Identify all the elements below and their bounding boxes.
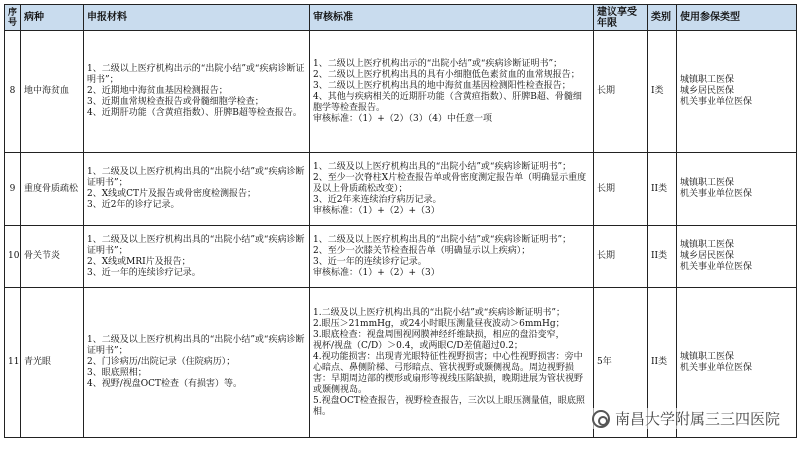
cell-category: II类 [648, 288, 677, 438]
cell-criteria [310, 226, 594, 288]
cell-materials [84, 288, 310, 438]
cell-criteria-line: 2、至少一次膝关节检查报告单（明确显示以上疾病）； [313, 245, 531, 256]
cell-criteria-line: 5.视盘OCT检查报告，视野检查报告，三次以上眼压测量值，眼底照相。 [313, 395, 585, 417]
wechat-icon [592, 410, 610, 428]
table-row [5, 226, 797, 288]
cell-materials-line: 3、近一年的连续诊疗记录。 [87, 267, 201, 278]
cell-criteria-line: 2、至少一次脊柱X片检查报告单或骨密度测定报告单（明确显示重度及以上骨质疏松改变）； [313, 172, 587, 194]
cell-criteria [310, 288, 594, 438]
cell-materials-line: 2、近期地中海贫血基因检测报告； [87, 86, 228, 96]
cell-criteria-line: 审核标准：（1）+（2）+（3） [313, 205, 440, 216]
cell-insurance-line: 城乡居民医保 [680, 251, 735, 261]
header-row [5, 5, 797, 31]
cell-criteria-line: 4、其他与疾病相关的近期肝功能（含黄疸指数）、肝脾B超、骨髓细胞学等检查报告。 [313, 91, 582, 113]
header-no: 序号 [5, 5, 21, 31]
cell-insurance-line: 机关事业单位医保 [680, 97, 753, 107]
cell-criteria-line: 3、近一年的连续诊疗记录。 [313, 256, 427, 267]
cell-materials-line: 3、近2年的诊疗记录。 [87, 200, 180, 210]
cell-insurance-line: 城乡居民医保 [680, 86, 735, 96]
cell-period: 长期 [594, 226, 648, 288]
cell-criteria [310, 31, 594, 153]
cell-criteria-line: 4.视功能损害：出现青光眼特征性视野损害；中心性视野损害：旁中心暗点、鼻侧阶梯、弓形暗点、管状视野或颞侧视岛。周边视野损害：早期周边部的楔形或扇形等视线压陷缺损，晚期进展为管状视野或颞侧视岛。 [313, 351, 584, 395]
cell-insurance-line: 城镇职工医保 [680, 351, 735, 362]
cell-materials-line: 3、眼底照相； [87, 368, 147, 378]
cell-criteria-line: 2.眼压＞21mmHg，或24小时眼压测量昼夜波动＞6mmHg； [313, 318, 565, 329]
cell-no: 11 [5, 288, 21, 438]
cell-criteria-line: 视杯/视盘（C/D）＞0.4，或两眼C/D差值超过0.2； [313, 340, 523, 351]
cell-category: I类 [648, 31, 677, 153]
cell-materials-line: 1、二级以上医疗机构出示的“出院小结”或“疾病诊断证明书”； [87, 64, 305, 85]
cell-insurance [677, 226, 797, 288]
cell-materials [84, 31, 310, 153]
header-criteria: 审核标准 [310, 5, 594, 31]
cell-criteria-line: 1.二级及以上医疗机构出具的“出院小结”或“疾病诊断证明书”； [313, 307, 565, 318]
cell-period: 长期 [594, 153, 648, 226]
disease-table [4, 4, 797, 438]
header-category: 类别 [648, 5, 677, 31]
header-insurance: 使用参保类型 [677, 5, 797, 31]
cell-insurance-line: 城镇职工医保 [680, 240, 735, 250]
cell-criteria-line: 2、二级以上医疗机构出具的具有小细胞低色素贫血的血常规报告； [313, 69, 580, 80]
cell-materials-line: 3、近期血常规检查报告或骨髓细胞学检查； [87, 97, 264, 107]
cell-materials-line: 4、近期肝功能（含黄疸指数）、肝脾B超等检查报告。 [87, 108, 302, 118]
header-disease: 病种 [21, 5, 84, 31]
cell-materials [84, 153, 310, 226]
cell-materials-line: 2、X线或CT片及报告或骨密度检测报告； [87, 189, 257, 199]
cell-no: 10 [5, 226, 21, 288]
cell-disease: 重度骨质疏松 [21, 153, 84, 226]
cell-disease: 骨关节炎 [21, 226, 84, 288]
cell-criteria [310, 153, 594, 226]
cell-criteria-line: 3.眼底检查：视盘周围视网膜神经纤维缺损，相应的盘沿变窄， [313, 329, 565, 340]
watermark-text: 南昌大学附属三三四医院 [614, 410, 780, 428]
cell-insurance-line: 城镇职工医保 [680, 178, 735, 188]
cell-insurance-line: 城镇职工医保 [680, 75, 735, 85]
cell-no: 9 [5, 153, 21, 226]
cell-insurance [677, 31, 797, 153]
cell-criteria-line: 审核标准：（1）+（2）+（3） [313, 267, 440, 278]
cell-materials-line: 1、二级及以上医疗机构出具的“出院小结”或“疾病诊断证明书”； [87, 167, 305, 188]
cell-materials-line: 1、二级及以上医疗机构出具的“出院小结”或“疾病诊断证明书”； [87, 234, 305, 256]
cell-disease: 地中海贫血 [21, 31, 84, 153]
cell-criteria-line: 1、二级及以上医疗机构出具的“出院小结”或“疾病诊断证明书”； [313, 161, 572, 172]
cell-no: 8 [5, 31, 21, 153]
cell-criteria-line: 1、二级以上医疗机构出示的“出院小结”或“疾病诊断证明书”； [313, 58, 563, 69]
cell-criteria-line: 审核标准：（1）+（2）（3）（4）中任意一项 [313, 113, 492, 124]
cell-period: 长期 [594, 31, 648, 153]
cell-insurance [677, 153, 797, 226]
cell-insurance-line: 机关事业单位医保 [680, 189, 753, 199]
cell-insurance-line: 机关事业单位医保 [680, 262, 753, 272]
table-body [5, 31, 797, 438]
cell-criteria-line: 3、近2年来连续治疗病历记录。 [313, 194, 442, 205]
cell-period: 5年 [594, 288, 648, 438]
table-row [5, 31, 797, 153]
cell-category: II类 [648, 153, 677, 226]
cell-materials-line: 2、X线或MRI片及报告； [87, 256, 191, 267]
cell-criteria-line: 3、二级以上医疗机构出具的地中海贫血基因检测阳性检查报告； [313, 80, 571, 91]
cell-materials-line: 2、门诊病历/出院记录（住院病历）； [87, 357, 236, 367]
cell-criteria-line: 1、二级及以上医疗机构出具的“出院小结”或“疾病诊断证明书”； [313, 234, 572, 245]
cell-materials [84, 226, 310, 288]
cell-category: II类 [648, 226, 677, 288]
header-period: 建议享受年限 [594, 5, 648, 31]
watermark [592, 408, 780, 429]
cell-insurance-line: 机关事业单位医保 [680, 362, 753, 373]
cell-materials-line: 1、二级及以上医疗机构出具的“出院小结”或“疾病诊断证明书”； [87, 335, 305, 356]
table-row [5, 153, 797, 226]
header-materials: 申报材料 [84, 5, 310, 31]
cell-disease: 青光眼 [21, 288, 84, 438]
cell-materials-line: 4、视野/视盘OCT检查（有损害）等。 [87, 379, 243, 389]
